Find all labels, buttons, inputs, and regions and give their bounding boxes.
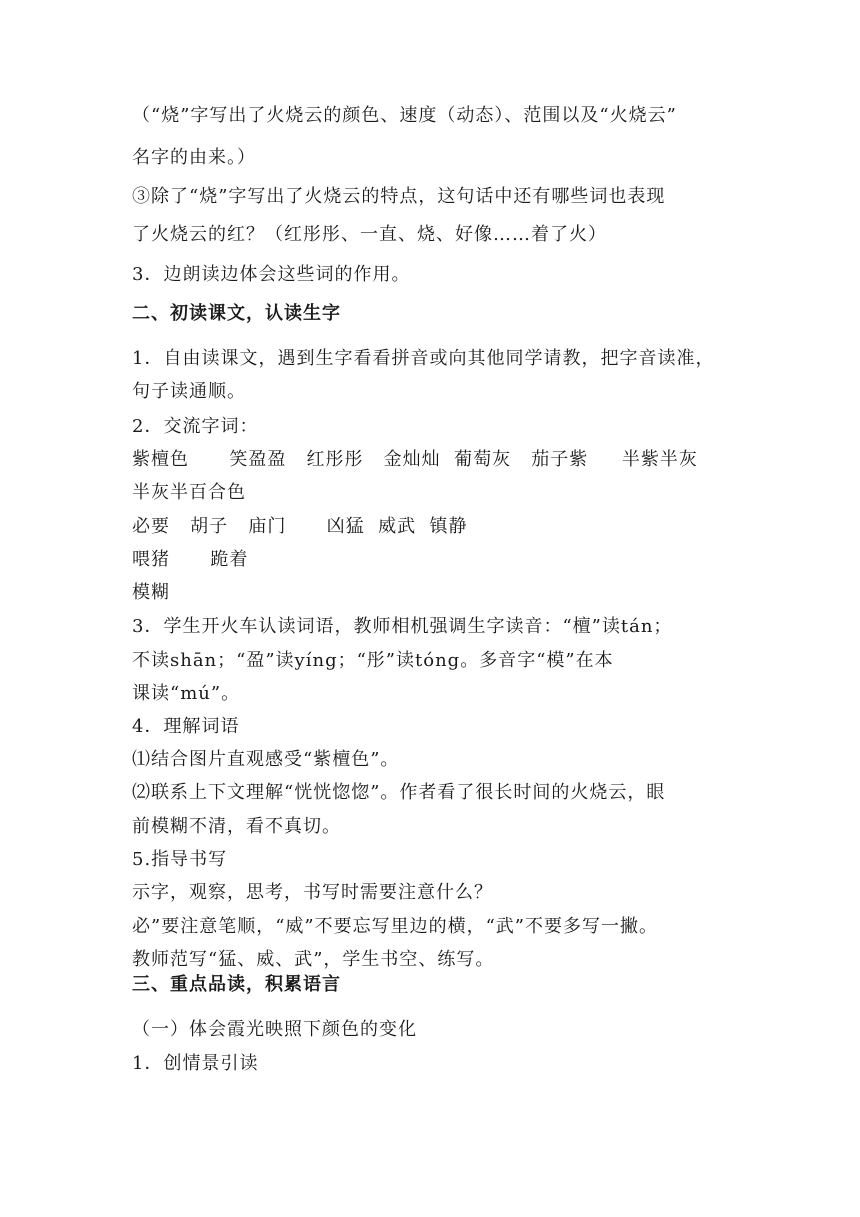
text-line: 1．创情景引读 xyxy=(132,1053,259,1074)
vocab-line: 紫檀色 笑盈盈 红彤彤 金灿灿 葡萄灰 茄子紫 半紫半灰 xyxy=(132,449,698,470)
subsection-heading: （一）体会霞光映照下颜色的变化 xyxy=(132,1019,417,1040)
text-line: ⑵联系上下文理解“恍恍惚惚”。作者看了很长时间的火烧云，眼 xyxy=(132,782,666,803)
text-line: 前模糊不清，看不真切。 xyxy=(132,816,341,837)
text-line: 课读“mú”。 xyxy=(132,683,241,704)
text-line: 5.指导书写 xyxy=(132,849,228,870)
text-line: 示字，观察，思考，书写时需要注意什么？ xyxy=(132,882,493,903)
text-line: 句子读通顺。 xyxy=(132,381,246,402)
section-heading: 二、初读课文，认读生字 xyxy=(132,303,341,324)
text-line: 教师范写“猛、威、武”，学生书空、练写。 xyxy=(132,949,495,970)
section-heading: 三、重点品读，积累语言 xyxy=(132,974,341,995)
text-line: 3．学生开火车认读词语，教师相机强调生字读音：“檀”读tán； xyxy=(132,616,673,637)
text-line: 2．交流字词： xyxy=(132,416,259,437)
vocab-line: 半灰半百合色 xyxy=(132,482,246,503)
vocab-line: 模糊 xyxy=(132,582,170,603)
text-line: 名字的由来。） xyxy=(132,147,256,168)
text-line: 必”要注意笔顺，“威”不要忘写里边的横，“武”不要多写一撇。 xyxy=(132,916,659,937)
vocab-line: 必要 胡子 庙门 凶猛 威武 镇静 xyxy=(132,516,468,537)
text-line: 1．自由读课文，遇到生字看看拼音或向其他同学请教，把字音读准， xyxy=(132,348,715,369)
text-line: 3．边朗读边体会这些词的作用。 xyxy=(132,264,411,285)
text-line: ⑴结合图片直观感受“紫檀色”。 xyxy=(132,749,400,770)
text-line: 了火烧云的红？（红彤彤、一直、烧、好像……着了火） xyxy=(132,224,607,245)
text-line: ③除了“烧”字写出了火烧云的特点，这句话中还有哪些词也表现 xyxy=(132,186,666,207)
text-line: （“烧”字写出了火烧云的颜色、速度（动态）、范围以及“火烧云” xyxy=(132,105,677,126)
text-line: 不读shān；“盈”读yíng；“彤”读tóng。多音字“模”在本 xyxy=(132,650,614,671)
vocab-line: 喂猪 跪着 xyxy=(132,549,249,570)
text-line: 4．理解词语 xyxy=(132,716,240,737)
